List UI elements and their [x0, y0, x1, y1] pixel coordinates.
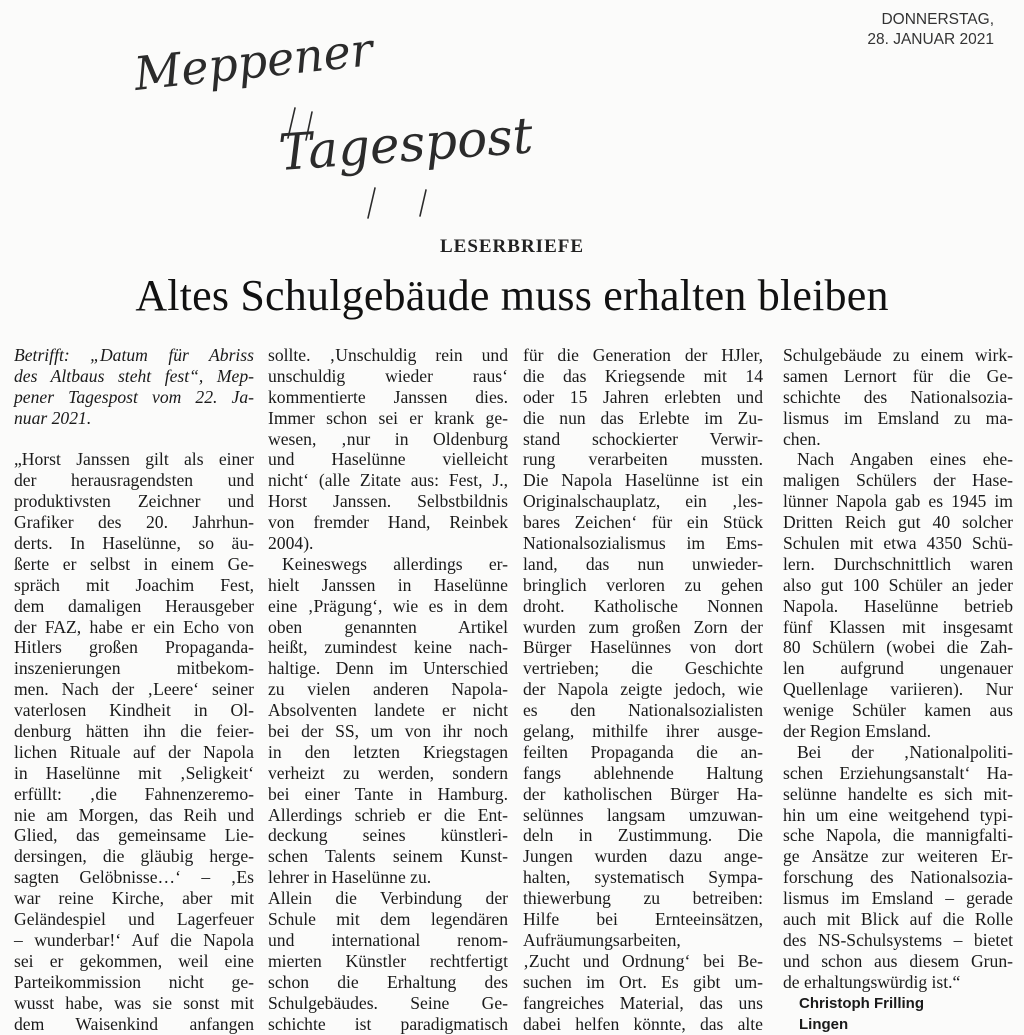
text-line: fangreiches Material, das uns: [523, 992, 763, 1013]
text-line: selünnes langsam umzuwan-: [523, 804, 763, 825]
text-line: bei der SS, um von ihr noch: [268, 721, 508, 742]
text-line: in Haselünne mit ‚Seligkeit‘: [14, 762, 254, 783]
text-line: maligen Schülers der Hase-: [783, 470, 1013, 491]
text-line: wesen, ‚nur in Oldenburg: [268, 428, 508, 449]
text-line: erfüllt: ‚die Fahnenzeremo-: [14, 783, 254, 804]
text-line: und schon aus diesem Grun-: [783, 950, 1013, 971]
text-line: es den Nationalsozialisten: [523, 700, 763, 721]
text-line: Allein die Verbindung der: [268, 888, 508, 909]
text-line: halten, systematisch Sympa-: [523, 867, 763, 888]
text-line: Bürger Haselünnes von dort: [523, 637, 763, 658]
text-line: Schulgebäudes. Seine Ge-: [268, 992, 508, 1013]
text-line: haltige. Denn im Unterschied: [268, 658, 508, 679]
text-line: dersingen, die gläubig herge-: [14, 846, 254, 867]
text-line: Glied, das gemeinsame Lie-: [14, 825, 254, 846]
text-line: Schule mit dem legendären: [268, 909, 508, 930]
text-line: verheizt zu werden, sondern: [268, 762, 508, 783]
text-line: Absolventen landete er nicht: [268, 700, 508, 721]
text-line: also gut 100 Schüler an jeder: [783, 574, 1013, 595]
text-line: Horst Janssen. Selbstbildnis: [268, 491, 508, 512]
section-rubric: LESERBRIEFE: [439, 236, 585, 257]
handwritten-note: [130, 20, 590, 220]
text-line: schen Erziehungsanstalt‘ Ha-: [783, 762, 1013, 783]
text-line: der Napola zeigte jedoch, wie: [523, 679, 763, 700]
text-line: nie am Morgen, das Reih und: [14, 804, 254, 825]
text-line: wusst habe, was sie sonst mit: [14, 992, 254, 1013]
text-line: des Altbaus steht fest“, Mep-: [14, 365, 254, 386]
text-line: hin um eine weitgehend typi-: [783, 804, 1013, 825]
text-line: lern. Durchschnittlich waren: [783, 553, 1013, 574]
text-line: der Region Emsland.: [783, 721, 932, 742]
text-line: schen Talents seinem Kunst-: [268, 846, 508, 867]
text-line: lünner Napola gab es 1945 im: [783, 491, 1013, 512]
text-line: forschung des Nationalsozia-: [783, 867, 1013, 888]
text-line: samen Lernort für die Ge-: [783, 365, 1013, 386]
text-line: schichte des Nationalsozia-: [783, 386, 1013, 407]
text-line: sagten Gelöbnisse…‘ – ‚Es: [14, 867, 254, 888]
text-line: des NS-Schulsystems – bietet: [783, 929, 1013, 950]
text-column-4: [783, 345, 1013, 1035]
text-line: der katholischen Bürger Ha-: [523, 783, 763, 804]
text-line: land, das nun unwieder-: [523, 553, 763, 574]
text-line: „Horst Janssen gilt als einer: [14, 449, 254, 470]
text-line: auch mit Blick auf die Rolle: [783, 909, 1013, 930]
text-line: selünne handelte es sich mit-: [783, 783, 1013, 804]
text-line: fangs ablehnende Haltung: [523, 762, 763, 783]
text-line: Hilfe bei Ernteeinsätzen,: [523, 909, 763, 930]
text-line: Allerdings schrieb er die Ent-: [268, 804, 508, 825]
text-line: Grafiker des 20. Jahrhun-: [14, 512, 254, 533]
text-line: lismus im Emsland – gerade: [783, 888, 1013, 909]
text-line: für die Generation der HJler,: [523, 345, 763, 365]
text-line: Schulgebäude zu einem wirk-: [783, 345, 1013, 365]
text-line: heißt, zumindest keine nach-: [268, 637, 508, 658]
author-place: Lingen: [799, 1015, 849, 1033]
text-line: unschuldig wieder raus‘: [268, 365, 508, 386]
text-line: derts. In Haselünne, so äu-: [14, 533, 254, 554]
text-line: ge Ansätze zur weiteren Er-: [783, 846, 1013, 867]
text-column-2: [268, 345, 508, 1034]
text-line: Napola. Haselünne betrieb: [783, 595, 1013, 616]
text-line: Aufräumungsarbeiten,: [523, 929, 681, 950]
text-line: hielt Janssen in Haselünne: [268, 574, 508, 595]
text-line: Hitlers großen Propaganda-: [14, 637, 254, 658]
author-name: Christoph Frilling: [799, 994, 924, 1012]
text-line: chen.: [783, 428, 821, 449]
text-line: ßerte er selbst in einem Ge-: [14, 553, 254, 574]
text-line: Dritten Reich gut 40 solcher: [783, 512, 1013, 533]
text-line: ‚Zucht und Ordnung‘ bei Be-: [523, 950, 763, 971]
text-line: wenige Schüler kamen aus: [783, 700, 1013, 721]
text-line: produktivsten Zeichner und: [14, 491, 254, 512]
dateline-weekday: DONNERSTAG,: [881, 11, 994, 28]
text-line: gelang, mithilfe ihrer ausge-: [523, 721, 763, 742]
text-line: Die Napola Haselünne ist ein: [523, 470, 763, 491]
text-line: 2004).: [268, 533, 314, 554]
text-line: thiewerbung zu betreiben:: [523, 888, 763, 909]
text-line: vaterlosen Kindheit in Ol-: [14, 700, 254, 721]
text-line: rung verarbeiten mussten.: [523, 449, 763, 470]
text-line: bringlich verloren zu gehen: [523, 574, 763, 595]
text-line: dabei helfen könnte, das alte: [523, 1013, 763, 1034]
text-line: nicht‘ (alle Zitate aus: Fest, J.,: [268, 470, 508, 491]
text-line: oben genannten Artikel: [268, 616, 508, 637]
text-column-1: [14, 345, 254, 1034]
handwriting-line-2: Tagespost: [276, 106, 535, 182]
text-line: Betrifft: „Datum für Abriss: [14, 345, 254, 365]
text-line: bei einer Tante in Hamburg.: [268, 783, 508, 804]
text-line: kommentierte Janssen dies.: [268, 386, 508, 407]
text-line: der FAZ, habe er ein Echo von: [14, 616, 254, 637]
text-line: sche Napola, die mannigfalti-: [783, 825, 1013, 846]
text-line: suchen im Ort. Es gibt um-: [523, 971, 763, 992]
text-line: dem Waisenkind anfangen: [14, 1013, 254, 1034]
text-line: droht. Katholische Nonnen: [523, 595, 763, 616]
text-line: Parteikommission nicht ge-: [14, 971, 254, 992]
text-line: lehrer in Haselünne zu.: [268, 867, 432, 888]
text-line: in den letzten Kriegstagen: [268, 741, 508, 762]
text-line: der herausragendsten und: [14, 470, 254, 491]
article-headline: Altes Schulgebäude muss erhalten bleiben: [135, 271, 889, 320]
text-line: schichte ist paradigmatisch: [268, 1013, 508, 1034]
text-line: eine ‚Prägung‘, wie es in dem: [268, 595, 508, 616]
text-line: len aufgrund ungenauer: [783, 658, 1013, 679]
text-line: die das Kriegsende mit 14: [523, 365, 763, 386]
text-line: men. Nach der ‚Leere‘ seiner: [14, 679, 254, 700]
text-line: pener Tagespost vom 22. Ja-: [14, 386, 254, 407]
text-line: deln in Zustimmung. Die: [523, 825, 763, 846]
text-line: – wunderbar!‘ Auf die Napola: [14, 929, 254, 950]
text-line: war reine Kirche, aber mit: [14, 888, 254, 909]
text-line: Keineswegs allerdings er-: [282, 553, 508, 574]
text-line: und international renom-: [268, 929, 508, 950]
text-line: denburg hätten ihn die feier-: [14, 721, 254, 742]
text-line: fünf Klassen mit insgesamt: [783, 616, 1013, 637]
text-line: Quellenlage variieren). Nur: [783, 679, 1013, 700]
text-line: die nun das Erlebte im Zu-: [523, 407, 763, 428]
text-line: stand schockierter Verwir-: [523, 428, 763, 449]
text-line: sei er gekommen, weil eine: [14, 950, 254, 971]
text-line: nuar 2021.: [14, 407, 92, 428]
text-line: inszenierungen mitbekom-: [14, 658, 254, 679]
handwriting-line-1: Meppener: [131, 22, 376, 101]
text-line: und Haselünne vielleicht: [268, 449, 508, 470]
text-line: Jungen wurden dazu ange-: [523, 846, 763, 867]
dateline-date: 28. JANUAR 2021: [867, 31, 994, 48]
text-line: Bei der ‚Nationalpoliti-: [797, 741, 1013, 762]
text-line: zu vielen anderen Napola-: [268, 679, 508, 700]
paragraph-gap: [14, 429, 254, 450]
text-line: feilten Propaganda die an-: [523, 741, 763, 762]
text-line: schon die Erhaltung des: [268, 971, 508, 992]
text-line: Geländespiel und Lagerfeuer: [14, 909, 254, 930]
text-line: vertrieben; die Geschichte: [523, 658, 763, 679]
text-line: de erhaltungswürdig ist.“: [783, 971, 961, 992]
text-line: Schulen mit etwa 4350 Schü-: [783, 533, 1013, 554]
handwriting-graphic: [130, 20, 590, 220]
text-column-3: [523, 345, 763, 1034]
handwriting-stroke: [420, 190, 426, 216]
text-line: oder 15 Jahren erlebten und: [523, 386, 763, 407]
text-line: Nach Angaben eines ehe-: [797, 449, 1013, 470]
text-line: dem damaligen Herausgeber: [14, 595, 254, 616]
text-line: von fremder Hand, Reinbek: [268, 512, 508, 533]
handwriting-stroke: [368, 188, 375, 218]
text-line: Originalschauplatz, ein ‚les-: [523, 491, 763, 512]
text-line: bares Zeichen‘ für ein Stück: [523, 512, 763, 533]
text-line: Nationalsozialismus im Ems-: [523, 533, 763, 554]
text-line: mierten Künstler rechtfertigt: [268, 950, 508, 971]
dateline: [867, 10, 994, 50]
text-line: Immer schon sei er krank ge-: [268, 407, 508, 428]
text-line: spräch mit Joachim Fest,: [14, 574, 254, 595]
text-line: wurden zum großen Zorn der: [523, 616, 763, 637]
text-line: deckung seines künstleri-: [268, 825, 508, 846]
text-line: lismus im Emsland zu ma-: [783, 407, 1013, 428]
text-line: 80 Schülern (wobei die Zah-: [783, 637, 1013, 658]
text-line: lichen Rituale auf der Napola: [14, 741, 254, 762]
text-line: sollte. ‚Unschuldig rein und: [268, 345, 508, 365]
